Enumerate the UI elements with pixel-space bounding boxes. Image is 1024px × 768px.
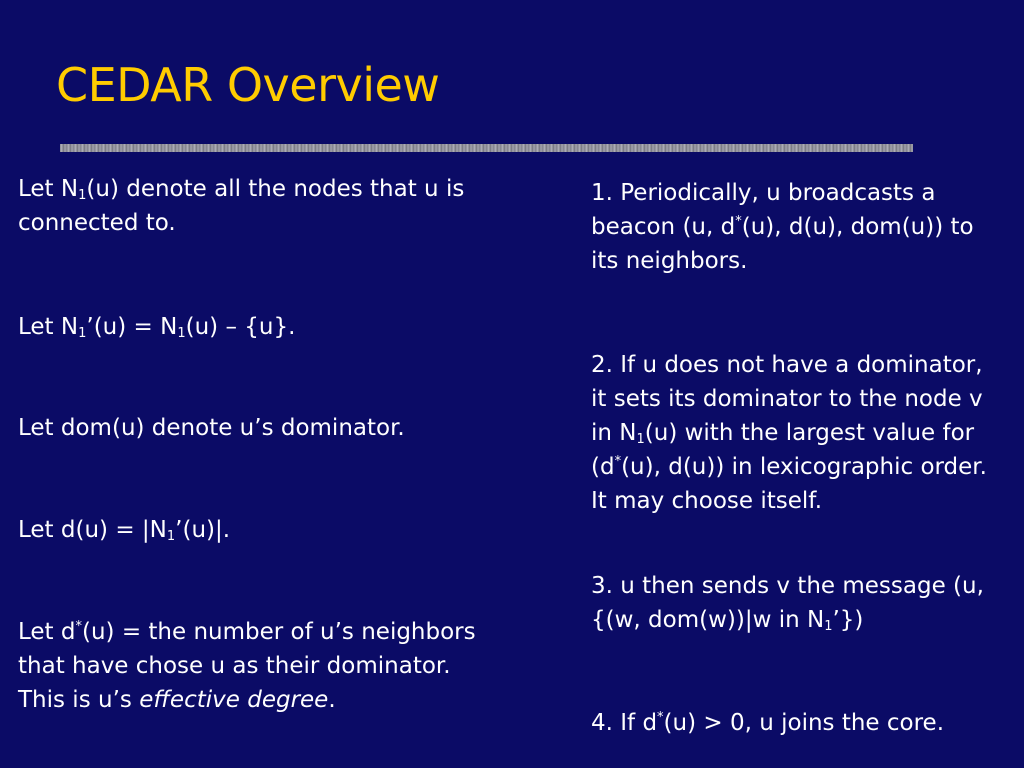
definition-n1-prime: Let $N_1’(u) = N_1(u) - \{u\}$.	[18, 314, 296, 341]
step-4-core: 4. If d*(u) > 0, u joins the core.	[591, 710, 945, 736]
definition-degree: Let $d(u) = |N_1’(u)|$.	[18, 517, 231, 544]
slide-title: CEDAR Overview	[56, 58, 440, 112]
step-3-message: 3. u then sends v the message (u, {(w, dom(w))|w in $N_1$’})	[591, 573, 984, 634]
step-1-beacon: 1. Periodically, u broadcasts a beacon (u, d*(u), d(u), dom(u)) to its neighbors.	[591, 180, 974, 274]
definition-n1: Let $N_1(u)$ denote all the nodes that u is connected to.	[18, 176, 465, 236]
definition-dominator: Let dom(u) denote u’s dominator.	[18, 415, 405, 441]
definition-effective-degree: Let d*(u) = the number of u’s neighbors that have chose u as their dominator. This is u’s effective degree.	[18, 619, 476, 713]
title-divider	[60, 144, 913, 152]
step-2-dominator: 2. If u does not have a dominator, it sets its dominator to the node v in $N_1(u)$ with the largest value for (d*(u), d(u)) in lexicographic order. It may choose itself.	[591, 352, 987, 514]
